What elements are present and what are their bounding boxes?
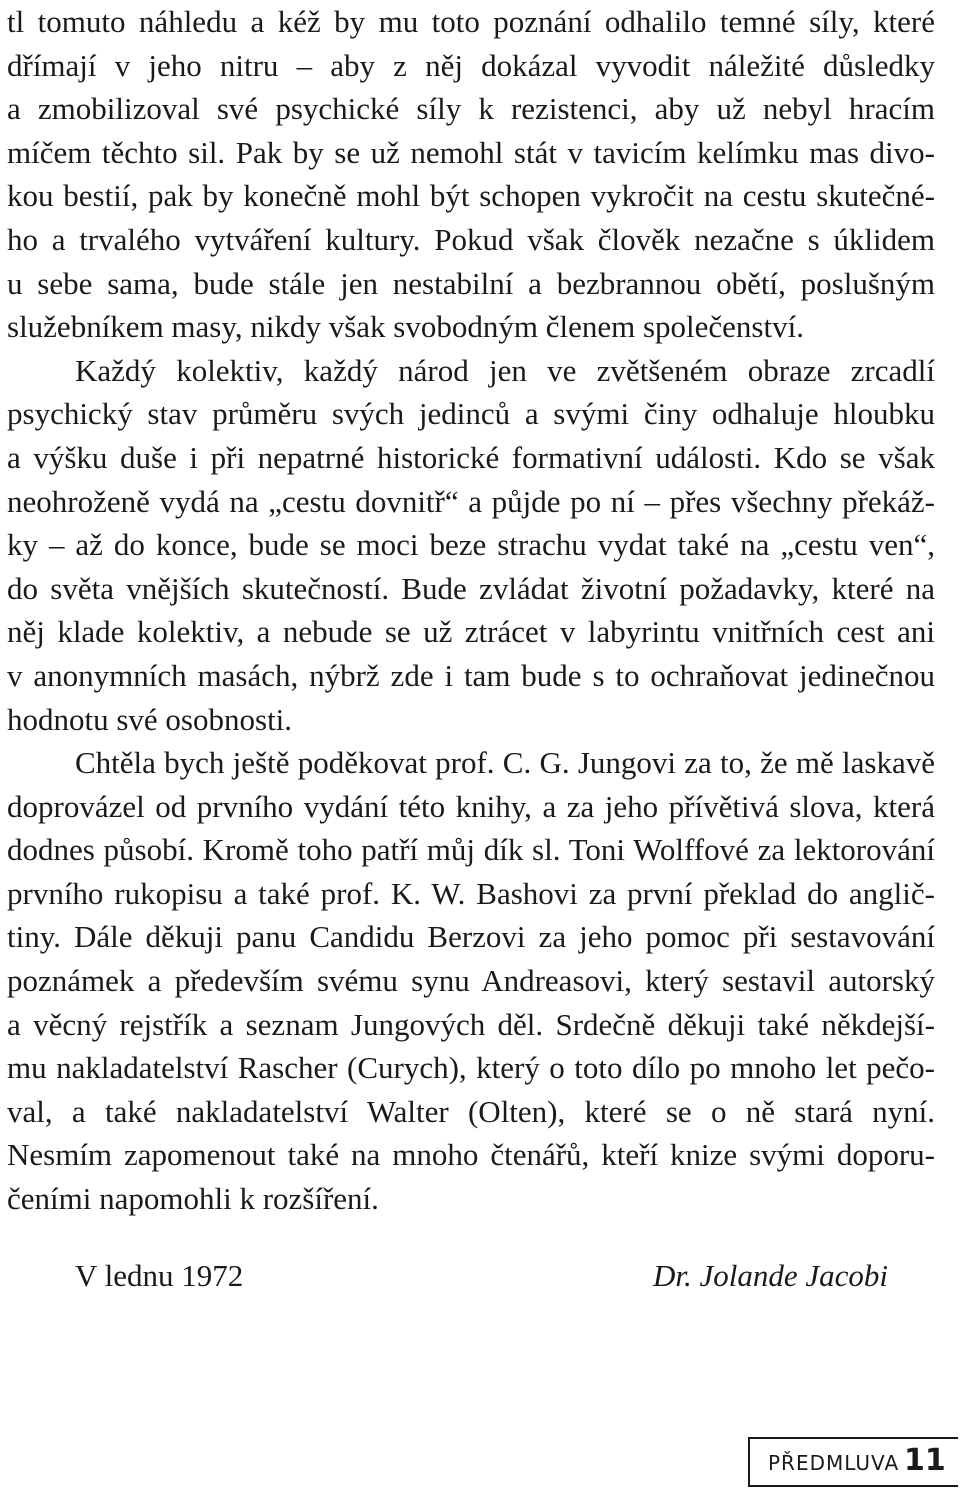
- text-line: psychický stav průměru svých jedinců a svými činy odhaluje hloubku: [7, 396, 935, 432]
- text-line: kou bestií, pak by konečně mohl být schopen vykročit na cestu skutečné-: [7, 178, 935, 214]
- text-line: Každý kolektiv, každý národ jen ve zvětšeném obraze zrcadlí: [75, 352, 935, 388]
- text-line: u sebe sama, bude stále jen nestabilní a bezbrannou obětí, poslušným: [7, 265, 935, 301]
- section-label: PŘEDMLUVA: [768, 1451, 900, 1475]
- text-line: a výšku duše i při nepatrné historické formativní události. Kdo se však: [7, 439, 935, 475]
- text-line: mu nakladatelství Rascher (Curych), který o toto dílo po mnoho let pečo-: [7, 1050, 935, 1086]
- text-line: tl tomuto náhledu a kéž by mu toto poznání odhalilo temné síly, které: [7, 4, 935, 39]
- text-line: v anonymních masách, nýbrž zde i tam bude s to ochraňovat jedinečnou: [7, 657, 935, 693]
- text-line: tiny. Dále děkuji panu Candidu Berzovi za jeho pomoc při sestavování: [7, 919, 935, 955]
- date-line: V lednu 1972: [75, 1258, 244, 1293]
- paragraph: [7, 741, 935, 1221]
- text-line: dodnes působí. Kromě toho patří můj dík sl. Toni Wolffové za lektorování: [7, 832, 935, 868]
- text-line: čeními napomohli k rozšíření.: [7, 1181, 379, 1217]
- text-line: ho a trvalého vytváření kultury. Pokud však člověk nezačne s úklidem: [7, 221, 935, 257]
- text-line: ky – až do konce, bude se moci beze strachu vydat také na „cestu ven“,: [7, 527, 935, 563]
- text-line: a zmobilizoval své psychické síly k rezistenci, aby už nebyl hracím: [7, 91, 935, 127]
- text-line: prvního rukopisu a také prof. K. W. Bashovi za první překlad do anglič-: [7, 875, 935, 911]
- text-line: poznámek a především svému synu Andreasovi, který sestavil autorský: [7, 963, 935, 999]
- text-line: dřímají v jeho nitru – aby z něj dokázal vyvodit náležité důsledky: [7, 47, 935, 83]
- text-line: val, a také nakladatelství Walter (Olten), které se o ně stará nyní.: [7, 1093, 935, 1129]
- author-name: Dr. Jolande Jacobi: [652, 1258, 888, 1293]
- paragraph: [7, 0, 935, 349]
- text-line: hodnotu své osobnosti.: [7, 701, 293, 737]
- text-line: Nesmím zapomenout také na mnoho čtenářů, kteří knize svými doporu-: [7, 1137, 935, 1173]
- text-line: a věcný rejstřík a seznam Jungových děl. Srdečně děkuji také někdejší-: [7, 1006, 935, 1042]
- page-number: 11: [904, 1443, 946, 1478]
- text-line: neohroženě vydá na „cestu dovnitř“ a půjde po ní – přes všechny překáž-: [7, 483, 935, 519]
- text-line: Chtěla bych ještě poděkovat prof. C. G. Jungovi za to, že mě laskavě: [75, 745, 935, 781]
- signature-row: [0, 1258, 960, 1308]
- text-line: míčem těchto sil. Pak by se už nemohl stát v tavicím kelímku mas divo-: [7, 134, 935, 170]
- text-line: doprovázel od prvního vydání této knihy, a za jeho přívětivá slova, která: [7, 788, 935, 824]
- text-line: něj klade kolektiv, a nebude se už ztrácet v labyrintu vnitřních cest ani: [7, 614, 935, 650]
- body-text: [7, 0, 935, 1221]
- paragraph: [7, 349, 935, 741]
- page-footer: [748, 1437, 958, 1487]
- text-line: do světa vnějších skutečností. Bude zvládat životní požadavky, které na: [7, 570, 935, 606]
- text-line: služebníkem masy, nikdy však svobodným členem společenství.: [7, 309, 804, 345]
